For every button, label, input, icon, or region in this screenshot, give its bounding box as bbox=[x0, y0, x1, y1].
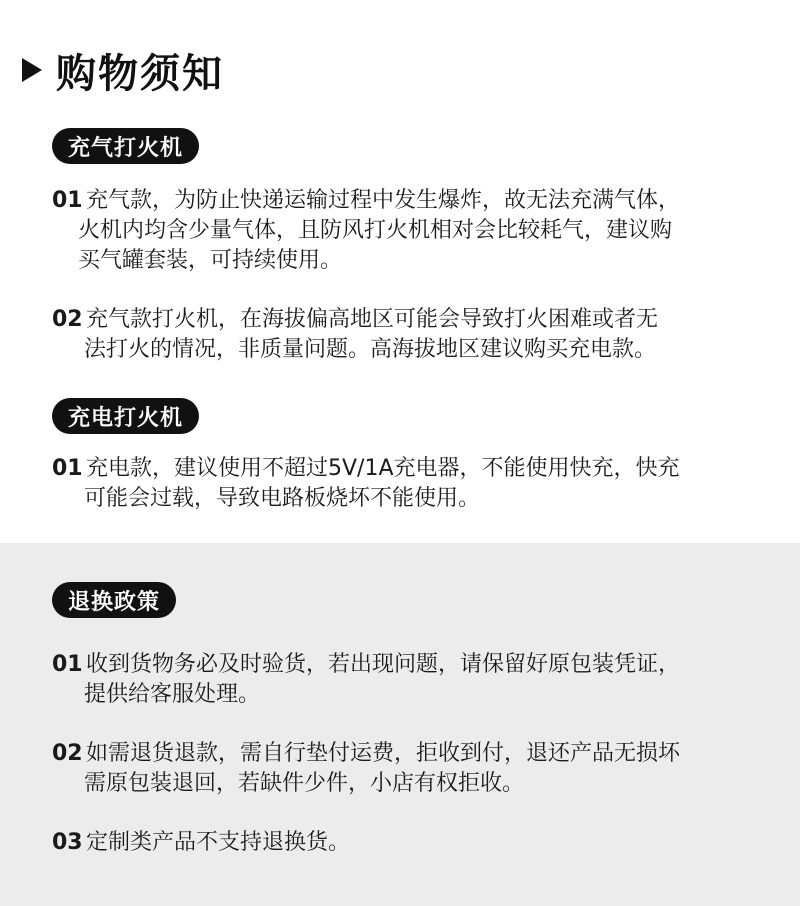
list-item bbox=[52, 186, 772, 276]
item-number: 01 bbox=[52, 456, 83, 481]
item-text-line: 提供给客服处理。 bbox=[84, 682, 261, 707]
page-title: 购物须知 bbox=[56, 50, 224, 97]
item-number: 02 bbox=[52, 307, 83, 332]
section-label-rechargeable-lighter: 充电打火机 bbox=[52, 398, 199, 434]
triangle-right-icon bbox=[22, 58, 42, 82]
list-item bbox=[52, 650, 772, 710]
item-text-line: 可能会过载，导致电路板烧坏不能使用。 bbox=[84, 486, 481, 511]
item-text-line: 定制类产品不支持退换货。 bbox=[86, 830, 351, 855]
list-item bbox=[52, 454, 772, 514]
item-number: 02 bbox=[52, 741, 83, 766]
item-number: 03 bbox=[52, 830, 83, 855]
item-text-line: 充气款打火机，在海拔偏高地区可能会导致打火困难或者无 bbox=[86, 307, 659, 332]
list-item bbox=[52, 828, 772, 858]
item-text-line: 需原包装退回，若缺件少件，小店有权拒收。 bbox=[84, 771, 525, 796]
section-label-return-policy: 退换政策 bbox=[52, 582, 176, 618]
item-text-line: 如需退货退款，需自行垫付运费，拒收到付，退还产品无损坏 bbox=[86, 741, 681, 766]
item-number: 01 bbox=[52, 652, 83, 677]
item-text-line: 火机内均含少量气体，且防风打火机相对会比较耗气，建议购 bbox=[78, 218, 673, 243]
page-title-row bbox=[22, 44, 224, 96]
item-text-line: 法打火的情况，非质量问题。高海拔地区建议购买充电款。 bbox=[84, 337, 657, 362]
list-item bbox=[52, 305, 772, 365]
item-text-line: 收到货物务必及时验货，若出现问题，请保留好原包装凭证， bbox=[86, 652, 681, 677]
item-text-line: 买气罐套装，可持续使用。 bbox=[78, 248, 343, 273]
item-text-line: 充电款，建议使用不超过5V/1A充电器，不能使用快充，快充 bbox=[86, 456, 680, 481]
section-label-gas-lighter: 充气打火机 bbox=[52, 128, 199, 164]
item-number: 01 bbox=[52, 188, 83, 213]
list-item bbox=[52, 739, 772, 799]
item-text-line: 充气款，为防止快递运输过程中发生爆炸，故无法充满气体， bbox=[86, 188, 681, 213]
